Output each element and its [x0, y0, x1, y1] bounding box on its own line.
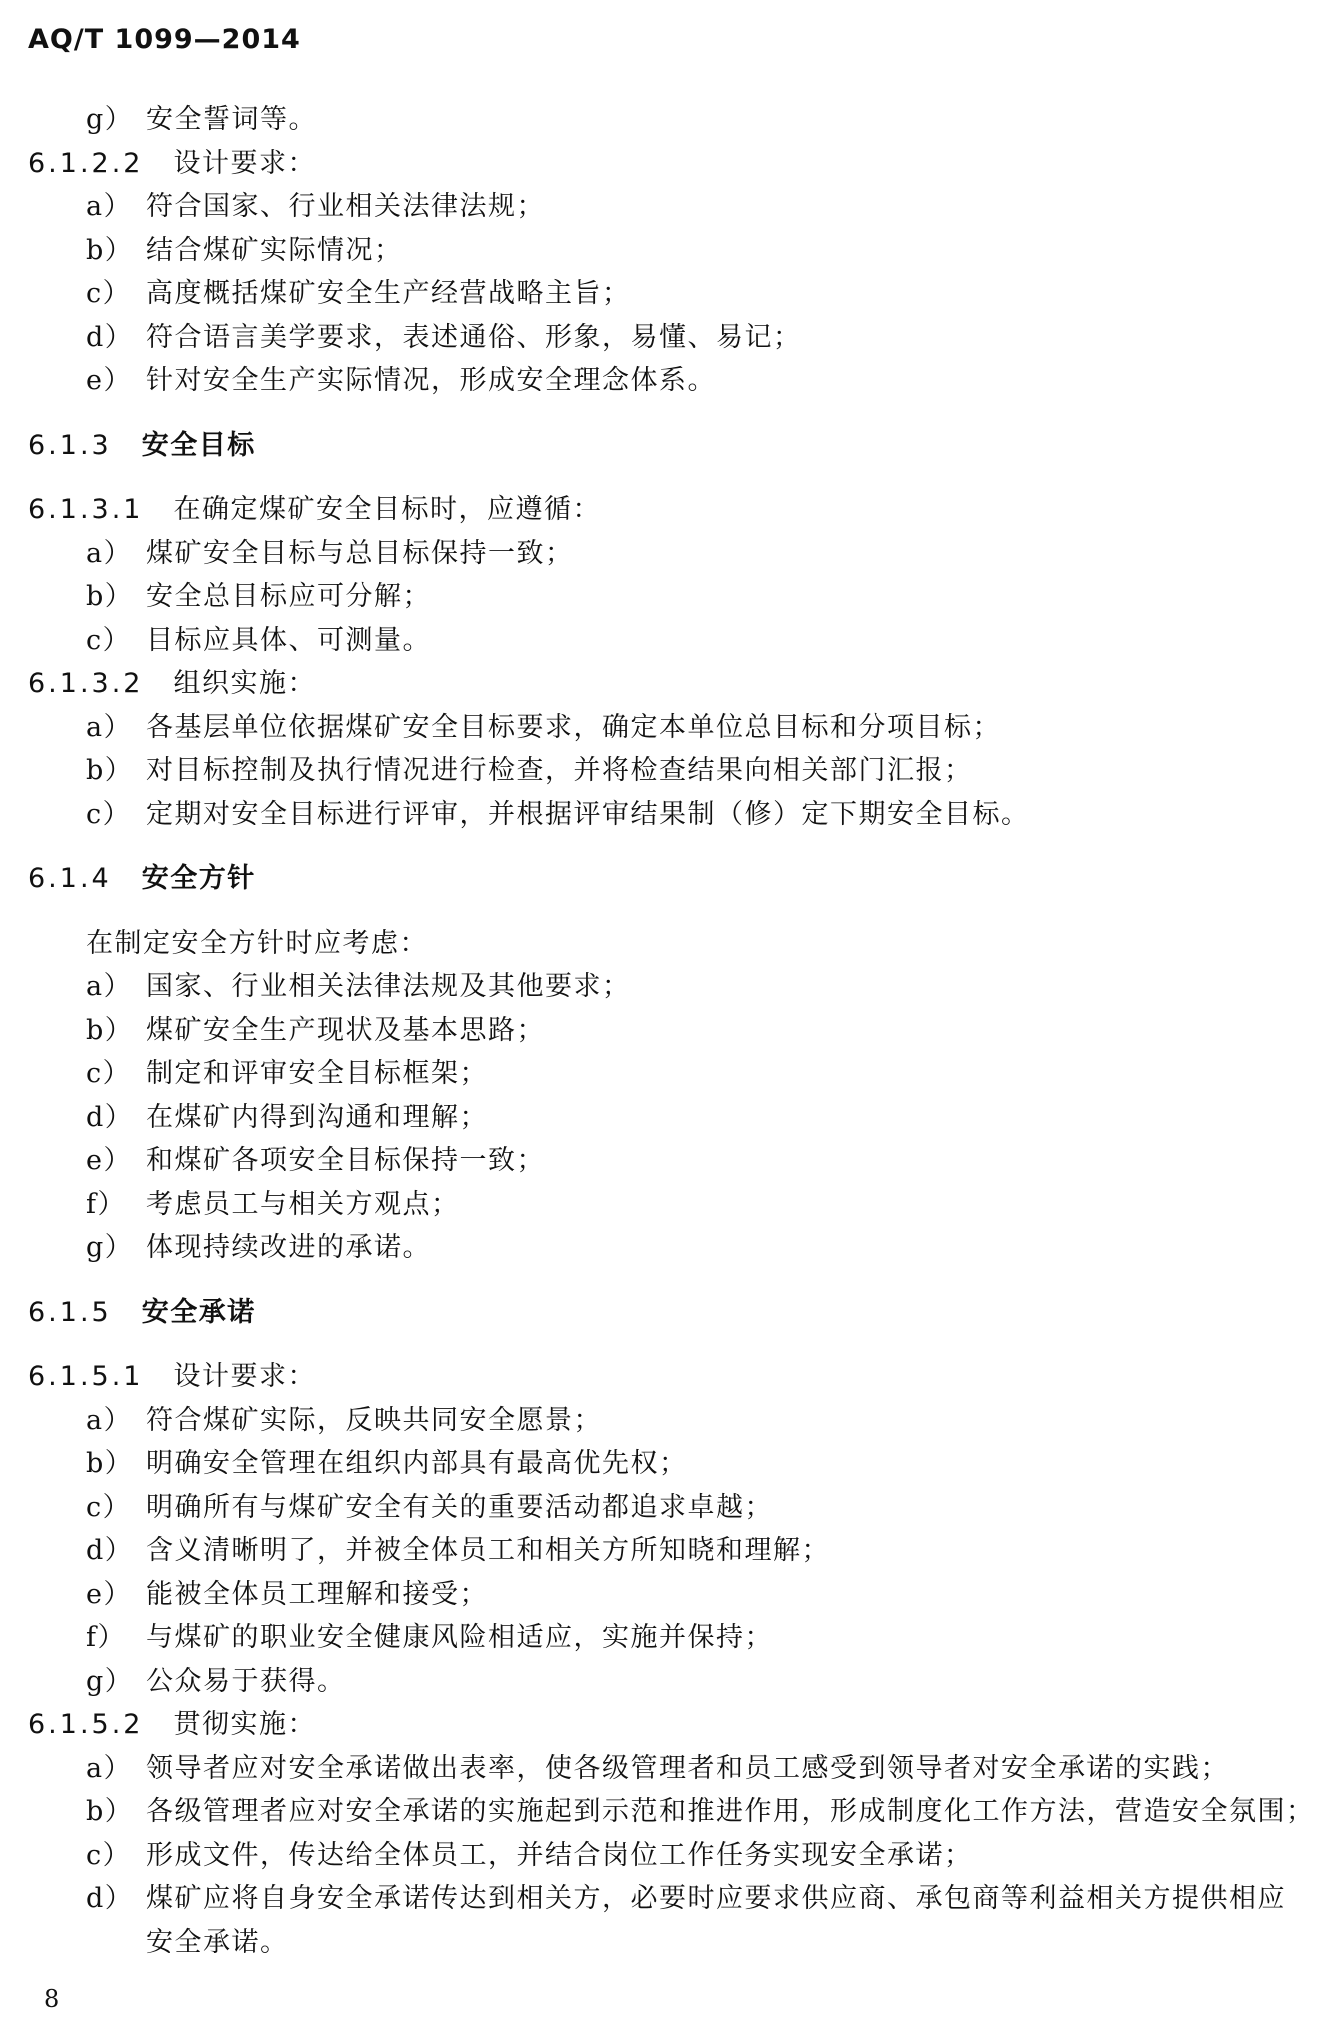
- item-label: d）: [86, 1535, 134, 1566]
- item-label: c）: [86, 1491, 132, 1523]
- item-label: c）: [86, 1058, 132, 1089]
- item-label: g）: [86, 1232, 134, 1263]
- page-number: 8: [44, 1985, 60, 2013]
- item-text: 公众易于获得。: [146, 1665, 346, 1697]
- item-text: 高度概括煤矿安全生产经营战略主旨；: [146, 278, 631, 309]
- item-text: 考虑员工与相关方观点；: [146, 1188, 460, 1220]
- section-heading-6-1-3: [28, 424, 1318, 468]
- section-heading-6-1-5: [28, 1291, 1318, 1335]
- item-label: c）: [86, 1839, 132, 1871]
- item-label: d）: [86, 321, 134, 353]
- list-item: [28, 1183, 1318, 1227]
- item-text: 安全誓词等。: [146, 104, 317, 135]
- clause-number: 6.1.2.2: [28, 147, 144, 179]
- list-item: [28, 619, 1318, 663]
- list-item: [28, 1660, 1318, 1704]
- item-text: 符合语言美学要求，表述通俗、形象，易懂、易记；: [146, 321, 802, 353]
- item-label: c）: [86, 798, 132, 830]
- list-item: [28, 316, 1318, 360]
- list-item: [28, 1877, 1318, 1921]
- section-number: 6.1.4: [28, 863, 112, 894]
- list-item: [28, 1747, 1318, 1791]
- item-label: b）: [86, 1796, 134, 1827]
- section-spacer: [28, 1270, 1318, 1291]
- item-label: c）: [86, 624, 132, 656]
- list-item: [28, 1834, 1318, 1878]
- clause-title: 组织实施：: [173, 668, 316, 699]
- clause-title: 设计要求：: [173, 147, 316, 179]
- list-item: [28, 1226, 1318, 1270]
- item-text: 与煤矿的职业安全健康风险相适应，实施并保持；: [146, 1622, 773, 1653]
- item-text: 针对安全生产实际情况，形成安全理念体系。: [146, 365, 716, 396]
- list-item: [28, 1052, 1318, 1096]
- document-body: [28, 98, 1318, 1964]
- item-text: 和煤矿各项安全目标保持一致；: [146, 1145, 545, 1176]
- clause-6-1-5-1: [28, 1355, 1318, 1399]
- item-text: 煤矿应将自身安全承诺传达到相关方，必要时应要求供应商、承包商等利益相关方提供相应: [146, 1883, 1286, 1914]
- section-heading-6-1-4: [28, 857, 1318, 901]
- section-title: 安全方针: [141, 863, 256, 894]
- list-item: [28, 1096, 1318, 1140]
- clause-6-1-3-2: [28, 662, 1318, 706]
- item-label: a）: [86, 537, 133, 569]
- section-spacer: [28, 467, 1318, 488]
- section-title: 安全承诺: [141, 1296, 256, 1328]
- item-text: 制定和评审安全目标框架；: [146, 1058, 488, 1089]
- item-text: 明确所有与煤矿安全有关的重要活动都追求卓越；: [146, 1491, 773, 1523]
- list-item: [28, 1616, 1318, 1660]
- list-item: [28, 185, 1318, 229]
- item-label: b）: [86, 234, 134, 266]
- item-text: 煤矿安全生产现状及基本思路；: [146, 1014, 545, 1046]
- clause-title: 贯彻实施：: [173, 1709, 316, 1740]
- item-label: a）: [86, 1752, 133, 1784]
- item-label: a）: [86, 191, 133, 222]
- clause-title: 设计要求：: [173, 1361, 316, 1392]
- clause-6-1-2-2: [28, 142, 1318, 186]
- list-item: [28, 229, 1318, 273]
- list-item: [28, 1009, 1318, 1053]
- item-text: 对目标控制及执行情况进行检查，并将检查结果向相关部门汇报；: [146, 755, 973, 786]
- item-text: 明确安全管理在组织内部具有最高优先权；: [146, 1448, 688, 1479]
- clause-number: 6.1.3.2: [28, 668, 144, 699]
- item-label: b）: [86, 581, 134, 612]
- item-label: d）: [86, 1101, 134, 1133]
- item-text: 煤矿安全目标与总目标保持一致；: [146, 537, 574, 569]
- item-text: 含义清晰明了，并被全体员工和相关方所知晓和理解；: [146, 1535, 830, 1566]
- list-item: [28, 965, 1318, 1009]
- item-text: 国家、行业相关法律法规及其他要求；: [146, 971, 631, 1002]
- clause-number: 6.1.5.2: [28, 1709, 144, 1740]
- section-spacer: [28, 1334, 1318, 1355]
- section-title: 安全目标: [141, 429, 256, 461]
- section-spacer: [28, 836, 1318, 857]
- item-label: e）: [86, 1145, 132, 1176]
- list-item: [28, 793, 1318, 837]
- list-item: [28, 98, 1318, 142]
- item-label: c）: [86, 278, 132, 309]
- item-label: a）: [86, 1404, 133, 1436]
- standard-code-header: AQ/T 1099—2014: [28, 24, 301, 55]
- item-label: b）: [86, 755, 134, 786]
- list-item-continuation: 安全承诺。: [146, 1926, 289, 1958]
- section-spacer: [28, 403, 1318, 424]
- list-item: [28, 1573, 1318, 1617]
- item-text: 形成文件，传达给全体员工，并结合岗位工作任务实现安全承诺；: [146, 1839, 973, 1871]
- item-label: a）: [86, 711, 133, 743]
- list-item: [28, 1790, 1318, 1834]
- item-label: e）: [86, 365, 132, 396]
- item-label: b）: [86, 1448, 134, 1479]
- item-text: 在煤矿内得到沟通和理解；: [146, 1101, 488, 1133]
- item-label: e）: [86, 1578, 132, 1610]
- clause-number: 6.1.5.1: [28, 1361, 144, 1392]
- list-item: [28, 1529, 1318, 1573]
- item-text: 能被全体员工理解和接受；: [146, 1578, 488, 1610]
- list-item: [28, 1399, 1318, 1443]
- section-spacer: [28, 901, 1318, 922]
- item-text: 符合国家、行业相关法律法规；: [146, 191, 545, 222]
- clause-6-1-5-2: [28, 1703, 1318, 1747]
- section-number: 6.1.3: [28, 429, 112, 461]
- section-number: 6.1.5: [28, 1296, 112, 1328]
- list-item: [28, 749, 1318, 793]
- list-item: [28, 272, 1318, 316]
- item-text: 符合煤矿实际，反映共同安全愿景；: [146, 1404, 602, 1436]
- item-label: f）: [86, 1622, 126, 1653]
- list-item: [28, 575, 1318, 619]
- item-text: 安全总目标应可分解；: [146, 581, 431, 612]
- item-text: 定期对安全目标进行评审，并根据评审结果制（修）定下期安全目标。: [146, 798, 1030, 830]
- list-item: [28, 1442, 1318, 1486]
- item-text: 各级管理者应对安全承诺的实施起到示范和推进作用，形成制度化工作方法，营造安全氛围；: [146, 1796, 1315, 1827]
- item-text: 体现持续改进的承诺。: [146, 1232, 431, 1263]
- item-label: g）: [86, 1665, 134, 1697]
- item-label: b）: [86, 1014, 134, 1046]
- item-text: 目标应具体、可测量。: [146, 624, 431, 656]
- list-item: [28, 706, 1318, 750]
- item-label: g）: [86, 104, 134, 135]
- item-label: f）: [86, 1188, 126, 1220]
- item-text: 领导者应对安全承诺做出表率，使各级管理者和员工感受到领导者对安全承诺的实践；: [146, 1752, 1229, 1784]
- clause-number: 6.1.3.1: [28, 494, 144, 525]
- list-item: [28, 1139, 1318, 1183]
- list-item: [28, 532, 1318, 576]
- clause-6-1-3-1: [28, 488, 1318, 532]
- item-text: 各基层单位依据煤矿安全目标要求，确定本单位总目标和分项目标；: [146, 711, 1001, 743]
- item-text: 结合煤矿实际情况；: [146, 234, 403, 266]
- list-item: [28, 1486, 1318, 1530]
- item-label: a）: [86, 971, 133, 1002]
- list-item: [28, 359, 1318, 403]
- item-label: d）: [86, 1883, 134, 1914]
- clause-title: 在确定煤矿安全目标时，应遵循：: [173, 494, 601, 525]
- section-intro: 在制定安全方针时应考虑：: [86, 927, 428, 959]
